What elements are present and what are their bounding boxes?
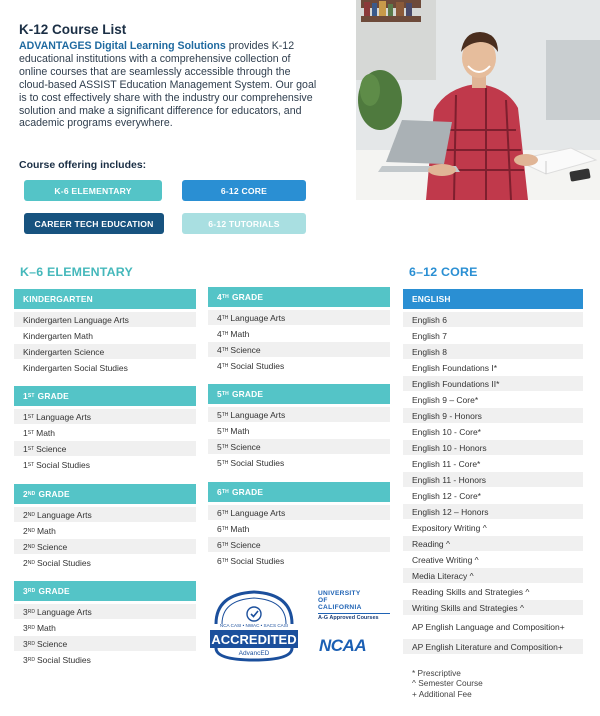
course-row: Media Literacy ^ — [403, 568, 583, 584]
course-grade-number: 3 — [23, 654, 28, 665]
course-row: 1 ST Science — [14, 441, 196, 457]
course-row: 4 TH Language Arts — [208, 310, 390, 326]
course-row: 3 RD Math — [14, 620, 196, 636]
uc-line-2: OF — [318, 597, 328, 604]
course-name: Social Studies — [36, 557, 91, 568]
grade-6-block — [208, 482, 390, 569]
course-grade-number: 6 — [217, 507, 222, 518]
course-grade-number: 3 — [23, 622, 28, 633]
course-row: 1 ST Math — [14, 425, 196, 441]
uc-line-3: CALIFORNIA — [318, 604, 362, 611]
core-section-heading: 6–12 CORE — [409, 265, 478, 279]
course-name: Science — [230, 344, 261, 355]
grade-word: GRADE — [231, 389, 264, 399]
course-row: Reading Skills and Strategies ^ — [403, 584, 583, 600]
course-row: Kindergarten Social Studies — [14, 360, 196, 376]
course-row: 6 TH Language Arts — [208, 505, 390, 521]
grade-word: GRADE — [231, 487, 264, 497]
offering-label: Course offering includes: — [19, 159, 147, 171]
grade-number: 5 — [217, 389, 222, 399]
course-name: Science — [36, 541, 68, 552]
note-prescriptive: * Prescriptive — [412, 668, 461, 678]
course-grade-number: 2 — [23, 509, 28, 520]
course-grade-number: 1 — [23, 427, 28, 438]
acc-sub-text: AdvancED — [238, 650, 270, 657]
course-grade-number: 1 — [23, 443, 28, 454]
course-name: Math — [230, 328, 250, 339]
course-row: Kindergarten Science — [14, 344, 196, 360]
course-grade-number: 6 — [217, 539, 222, 550]
page-title: K-12 Course List — [19, 22, 127, 37]
block-title: 1 ST GRADE — [14, 386, 196, 406]
grade-1-block — [14, 386, 196, 473]
course-row: 1 ST Social Studies — [14, 457, 196, 473]
course-row: English 8 — [403, 344, 583, 360]
grade-word: GRADE — [37, 391, 69, 401]
course-name: Science — [36, 443, 67, 454]
english-block — [403, 289, 583, 655]
uc-subtitle: A-G Approved Courses — [318, 613, 390, 621]
note-semester: ^ Semester Course — [412, 678, 483, 689]
k6-elementary-button[interactable]: K-6 ELEMENTARY — [24, 180, 162, 201]
course-row: English 7 — [403, 328, 583, 344]
course-row: Expository Writing ^ — [403, 520, 583, 536]
course-name: Language Arts — [230, 507, 286, 518]
student-photo — [356, 0, 600, 200]
course-name: Language Arts — [230, 312, 286, 323]
course-grade-number: 2 — [23, 557, 28, 568]
course-row: 5 TH Language Arts — [208, 407, 390, 423]
course-name: Social Studies — [36, 459, 90, 470]
grade-number: 4 — [217, 292, 222, 302]
kindergarten-block — [14, 289, 196, 376]
grade-word: GRADE — [38, 489, 70, 499]
grade-2-block — [14, 484, 196, 571]
block-title: 4 TH GRADE — [208, 287, 390, 307]
course-row: 4 TH Social Studies — [208, 358, 390, 374]
acc-top-text: NCA CASI • NWAC • SACS CASI — [219, 623, 289, 628]
course-row: Kindergarten Language Arts — [14, 312, 196, 328]
acc-main-text: ACCREDITED — [211, 632, 297, 647]
course-row: 2 ND Science — [14, 539, 196, 555]
tutorials-button[interactable]: 6-12 TUTORIALS — [182, 213, 306, 234]
course-row: Writing Skills and Strategies ^ — [403, 600, 583, 616]
grade-3-block — [14, 581, 196, 668]
course-name: Language Arts — [36, 411, 91, 422]
course-name: Science — [230, 441, 261, 452]
course-row: English 12 – Honors — [403, 504, 583, 520]
course-row: 3 RD Language Arts — [14, 604, 196, 620]
block-title: 3 RD GRADE — [14, 581, 196, 601]
course-name: Math — [230, 523, 250, 534]
course-name: Math — [36, 525, 56, 536]
company-name: ADVANTAGES Digital Learning Solutions — [19, 40, 226, 52]
course-grade-number: 2 — [23, 525, 28, 536]
course-row: 3 RD Science — [14, 636, 196, 652]
course-grade-number: 6 — [217, 523, 222, 534]
course-grade-number: 1 — [23, 459, 28, 470]
course-row: Kindergarten Math — [14, 328, 196, 344]
course-row: English 12 - Core* — [403, 488, 583, 504]
course-name: Science — [36, 638, 68, 649]
course-name: Math — [36, 622, 56, 633]
grade-number: 1 — [23, 391, 28, 401]
course-grade-number: 5 — [217, 409, 222, 420]
course-row: English Foundations II* — [403, 376, 583, 392]
course-row: English 9 – Core* — [403, 392, 583, 408]
block-title: ENGLISH — [403, 289, 583, 309]
course-row: English 6 — [403, 312, 583, 328]
note-fee: + Additional Fee — [412, 688, 472, 699]
course-grade-number: 4 — [217, 328, 222, 339]
block-title: KINDERGARTEN — [14, 289, 196, 309]
grade-number: 2 — [23, 489, 28, 499]
block-title: 2 ND GRADE — [14, 484, 196, 504]
grade-number: 3 — [23, 586, 28, 596]
course-grade-number: 5 — [217, 457, 222, 468]
course-row: 2 ND Language Arts — [14, 507, 196, 523]
intro-paragraph — [19, 40, 319, 130]
course-grade-number: 3 — [23, 606, 28, 617]
course-grade-number: 4 — [217, 312, 222, 323]
grade-5-block — [208, 384, 390, 471]
course-grade-number: 5 — [217, 425, 222, 436]
grade-word: GRADE — [38, 586, 70, 596]
course-row: 4 TH Science — [208, 342, 390, 358]
course-grade-number: 2 — [23, 541, 28, 552]
grade-4-block — [208, 287, 390, 374]
course-name: Science — [230, 539, 261, 550]
course-name: Language Arts — [230, 409, 286, 420]
course-row: English 11 - Honors — [403, 472, 583, 488]
student-laptop-illustration — [356, 0, 600, 200]
course-row: English 11 - Core* — [403, 456, 583, 472]
course-name: Math — [230, 425, 250, 436]
course-row: 6 TH Math — [208, 521, 390, 537]
course-row: 4 TH Math — [208, 326, 390, 342]
course-name: Social Studies — [36, 654, 91, 665]
grade-word: GRADE — [231, 292, 264, 302]
course-row: English 10 - Core* — [403, 424, 583, 440]
course-row: 5 TH Science — [208, 439, 390, 455]
legend-notes — [412, 668, 483, 699]
course-row: English 10 - Honors — [403, 440, 583, 456]
course-row: 3 RD Social Studies — [14, 652, 196, 668]
course-grade-number: 5 — [217, 441, 222, 452]
course-name: Language Arts — [36, 509, 92, 520]
core-612-button[interactable]: 6-12 CORE — [182, 180, 306, 201]
course-grade-number: 1 — [23, 411, 28, 422]
advanced-accredited-logo — [208, 588, 300, 662]
uc-line-1: UNIVERSITY — [318, 590, 361, 597]
course-row: AP English Language and Composition+ — [403, 616, 583, 639]
course-name: Math — [36, 427, 56, 438]
course-row: 2 ND Social Studies — [14, 555, 196, 571]
block-title: 5 TH GRADE — [208, 384, 390, 404]
course-row: 5 TH Math — [208, 423, 390, 439]
career-tech-button[interactable]: CAREER TECH EDUCATION — [24, 213, 164, 234]
course-row: 2 ND Math — [14, 523, 196, 539]
course-row: AP English Literature and Composition+ — [403, 639, 583, 655]
course-name: Social Studies — [230, 457, 285, 468]
course-row: 1 ST Language Arts — [14, 409, 196, 425]
course-row: 6 TH Science — [208, 537, 390, 553]
course-grade-number: 3 — [23, 638, 28, 649]
course-name: Social Studies — [230, 360, 285, 371]
course-name: Social Studies — [230, 555, 285, 566]
grade-number: 6 — [217, 487, 222, 497]
course-grade-number: 6 — [217, 555, 222, 566]
course-row: 6 TH Social Studies — [208, 553, 390, 569]
uc-logo — [318, 590, 390, 621]
course-row: English Foundations I* — [403, 360, 583, 376]
intro-text: provides K-12 educational institutions with a comprehensive collection of online courses that are seamlessly accessible through the cloud-based ASSIST Education Management System. Our goal is to cost effectively share with the industry our comprehensive solution and make a significant difference for educators, and academic programs everywhere. — [19, 40, 317, 130]
course-grade-number: 4 — [217, 344, 222, 355]
course-grade-number: 4 — [217, 360, 222, 371]
course-row: Reading ^ — [403, 536, 583, 552]
course-name: Language Arts — [36, 606, 92, 617]
course-row: 5 TH Social Studies — [208, 455, 390, 471]
course-row: Creative Writing ^ — [403, 552, 583, 568]
ncaa-logo: NCAA — [319, 636, 367, 655]
course-row: English 9 - Honors — [403, 408, 583, 424]
block-title: 6 TH GRADE — [208, 482, 390, 502]
k6-section-heading: K–6 ELEMENTARY — [20, 265, 133, 279]
